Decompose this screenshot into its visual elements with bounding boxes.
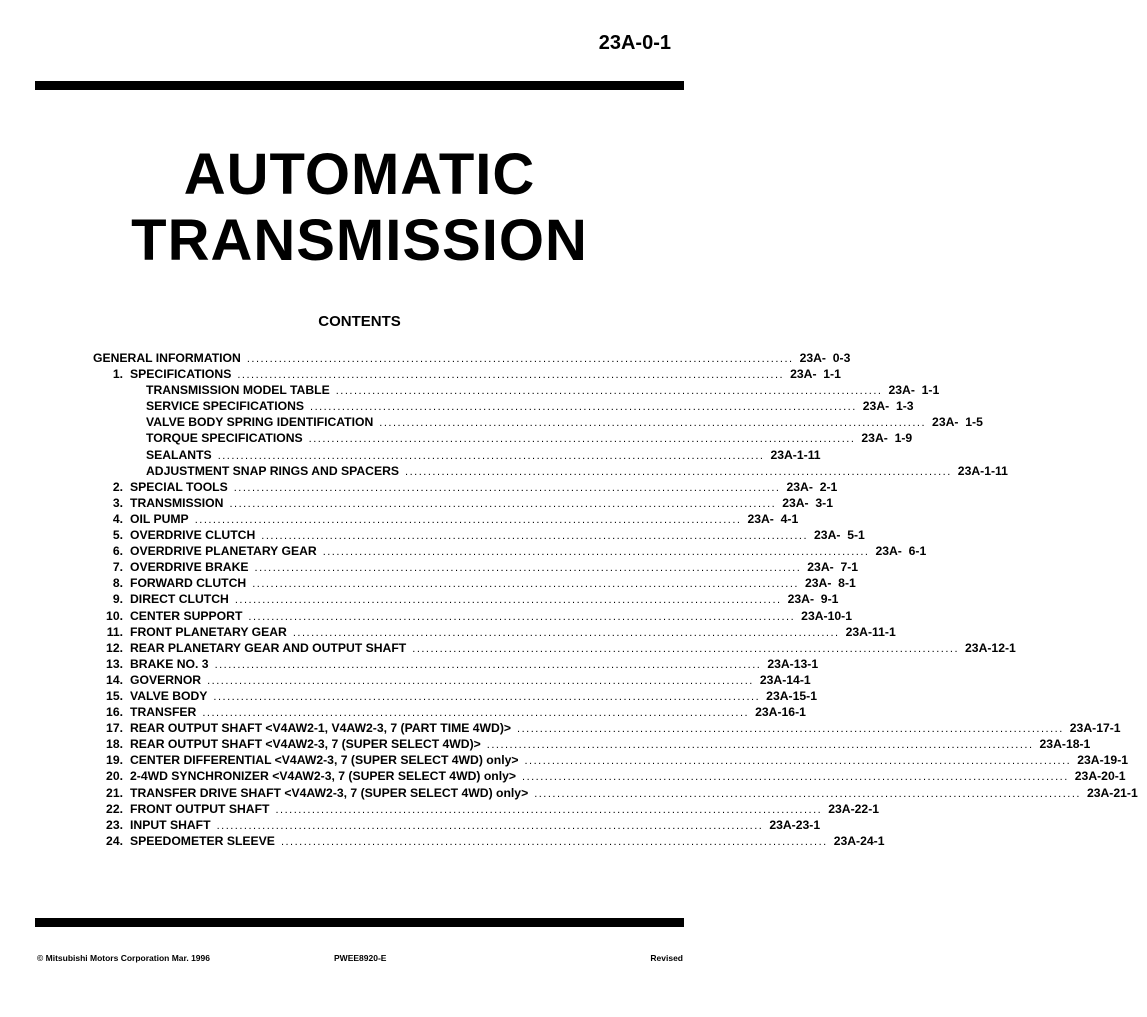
toc-entry-page: 23A-21-1 <box>1086 785 1138 800</box>
toc-entry-label: DIRECT CLUTCH <box>130 592 229 607</box>
toc-entry-page: 23A- 1-3 <box>862 399 914 414</box>
toc-entry-number: 20. <box>106 769 123 784</box>
toc-entry-number: 6. <box>112 544 123 559</box>
toc-entry-number: 15. <box>106 688 123 703</box>
toc-entry-page: 23A-12-1 <box>965 640 1016 655</box>
toc-entry-number: 9. <box>112 592 123 607</box>
toc-entry-number: 10. <box>106 608 123 623</box>
toc-entry[interactable] <box>93 495 834 512</box>
toc-entry[interactable] <box>93 560 859 576</box>
toc-entry-label: GOVERNOR <box>130 672 202 687</box>
toc-entry[interactable] <box>93 817 821 834</box>
toc-leader-dots: ........................................................................................................................ <box>217 449 765 462</box>
toc-entry-number: 16. <box>106 705 123 720</box>
toc-entry[interactable] <box>93 528 865 544</box>
toc-entry[interactable] <box>93 624 896 641</box>
toc-leader-dots: ........................................................................................................................ <box>379 417 927 430</box>
toc-entry-number: 19. <box>106 753 123 768</box>
toc-entry-label: SEALANTS <box>146 447 212 462</box>
page-number: 23A-0-1 <box>598 32 671 54</box>
toc-leader-dots: ........................................................................................................................ <box>194 513 742 526</box>
toc-entry-label: FRONT OUTPUT SHAFT <box>130 801 270 816</box>
toc-entry-page: 23A-10-1 <box>801 608 852 623</box>
title-line-1: AUTOMATIC <box>183 142 536 207</box>
toc-leader-dots: ........................................................................................................................ <box>412 642 960 655</box>
toc-entry[interactable] <box>93 785 1138 802</box>
toc-entry-page: 23A-22-1 <box>828 801 880 816</box>
toc-leader-dots: ........................................................................................................................ <box>405 465 952 478</box>
toc-entry[interactable] <box>93 640 1016 657</box>
toc-entry[interactable] <box>93 608 852 625</box>
toc-entry-number: 18. <box>106 737 123 752</box>
toc-entry-label: TRANSFER DRIVE SHAFT <V4AW2-3, 7 (SUPER SELECT 4WD) only> <box>130 785 529 800</box>
toc-entry-number: 11. <box>106 624 123 639</box>
toc-entry-label: OIL PUMP <box>130 511 189 526</box>
toc-entry-page: 23A-15-1 <box>766 688 817 703</box>
toc-entry-label: SERVICE SPECIFICATIONS <box>146 399 305 414</box>
toc-entry-label: BRAKE NO. 3 <box>130 656 209 671</box>
toc-entry-page: 23A- 4-1 <box>747 511 799 526</box>
toc-entry[interactable] <box>93 415 983 431</box>
toc-entry-page: 23A-1-11 <box>770 447 821 462</box>
toc-entry-number: 21. <box>106 785 123 800</box>
toc-leader-dots: ........................................................................................................................ <box>213 690 761 703</box>
toc-entry-label: INPUT SHAFT <box>130 817 211 832</box>
toc-entry-page: 23A-11-1 <box>845 624 896 639</box>
bottom-rule <box>35 918 684 927</box>
toc-entry-page: 23A-24-1 <box>833 833 885 848</box>
toc-entry-page: 23A-14-1 <box>759 672 811 687</box>
toc-leader-dots: ........................................................................................................................ <box>216 819 764 832</box>
toc-entry-label: FORWARD CLUTCH <box>130 576 247 591</box>
toc-entry-number: 13. <box>106 656 123 671</box>
toc-entry-label: TRANSMISSION MODEL TABLE <box>146 383 330 398</box>
toc-entry-number: 5. <box>112 528 123 543</box>
toc-leader-dots: ........................................................................................................................ <box>280 835 828 848</box>
toc-entry-label: OVERDRIVE BRAKE <box>130 560 249 575</box>
toc-entry-label: SPECIFICATIONS <box>130 367 232 382</box>
toc-entry-number: 12. <box>106 640 123 655</box>
toc-entry[interactable] <box>93 688 817 705</box>
toc-entry[interactable] <box>93 769 1126 785</box>
toc-entry[interactable] <box>93 672 811 689</box>
toc-entry-label: REAR OUTPUT SHAFT <V4AW2-3, 7 (SUPER SELECT 4WD)> <box>130 737 481 752</box>
toc-entry-number: 22. <box>106 801 123 816</box>
toc-entry-page: 23A- 8-1 <box>804 576 856 591</box>
toc-entry-label: TRANSFER <box>130 705 197 720</box>
footer-copyright: © Mitsubishi Motors Corporation Mar. 1996 <box>37 953 210 963</box>
toc-entry-number: 24. <box>106 833 123 848</box>
toc-entry[interactable] <box>93 801 880 818</box>
toc-entry[interactable] <box>93 367 841 383</box>
toc-entry[interactable] <box>93 753 1129 769</box>
toc-leader-dots: ........................................................................................................................ <box>322 546 870 559</box>
toc-leader-dots: ........................................................................................................................ <box>275 803 823 816</box>
toc-entry-number: 2. <box>112 479 123 494</box>
table-of-contents <box>93 351 1138 850</box>
toc-leader-dots: ........................................................................................................................ <box>486 739 1034 752</box>
toc-leader-dots: ........................................................................................................................ <box>524 755 1072 768</box>
toc-entry[interactable] <box>93 576 856 592</box>
toc-entry-page: 23A-20-1 <box>1074 769 1126 784</box>
toc-entry[interactable] <box>93 656 819 673</box>
toc-leader-dots: ........................................................................................................................ <box>214 658 762 671</box>
toc-entry[interactable] <box>93 544 927 560</box>
footer-doc-code: PWEE8920-E <box>334 953 387 963</box>
toc-entry-page: 23A- 1-5 <box>932 415 983 430</box>
toc-entry[interactable] <box>93 431 913 447</box>
toc-entry-label: OVERDRIVE CLUTCH <box>130 528 256 543</box>
toc-entry-number: 4. <box>112 511 123 526</box>
toc-entry-page: 23A-18-1 <box>1039 737 1091 752</box>
toc-entry-label: FRONT PLANETARY GEAR <box>130 624 287 639</box>
toc-entry-label: VALVE BODY SPRING IDENTIFICATION <box>146 415 374 430</box>
toc-leader-dots: ........................................................................................................................ <box>234 594 782 607</box>
toc-entry-label: CENTER SUPPORT <box>130 608 243 623</box>
toc-entry-page: 23A- 6-1 <box>875 544 927 559</box>
toc-entry-page: 23A- 1-9 <box>861 431 913 446</box>
toc-entry-label: REAR PLANETARY GEAR AND OUTPUT SHAFT <box>130 640 407 655</box>
toc-entry-number: 23. <box>106 817 123 832</box>
toc-entry-number: 1. <box>112 367 123 382</box>
toc-leader-dots: ........................................................................................................................ <box>237 369 785 382</box>
toc-leader-dots: ........................................................................................................................ <box>248 610 796 623</box>
contents-heading: CONTENTS <box>318 313 401 330</box>
toc-entry-label: ADJUSTMENT SNAP RINGS AND SPACERS <box>146 463 400 478</box>
title-line-2: TRANSMISSION <box>131 208 588 273</box>
toc-leader-dots: ........................................................................................................................ <box>534 787 1081 800</box>
toc-entry-page: 23A- 3-1 <box>782 495 834 510</box>
toc-entry[interactable] <box>93 351 851 367</box>
toc-entry-number: 7. <box>112 560 123 575</box>
toc-leader-dots: ........................................................................................................................ <box>261 530 809 543</box>
toc-leader-dots: ........................................................................................................................ <box>310 401 857 414</box>
toc-entry-label: VALVE BODY <box>130 688 208 703</box>
toc-entry-page: 23A-1-11 <box>957 463 1008 478</box>
toc-entry[interactable] <box>93 447 821 464</box>
toc-entry[interactable] <box>93 592 839 608</box>
toc-entry-label: CENTER DIFFERENTIAL <V4AW2-3, 7 (SUPER SELECT 4WD) only> <box>130 753 519 768</box>
toc-leader-dots: ........................................................................................................................ <box>202 707 750 720</box>
toc-entry-label: SPEEDOMETER SLEEVE <box>130 833 275 848</box>
toc-entry-label: TRANSMISSION <box>130 495 224 510</box>
toc-leader-dots: ........................................................................................................................ <box>252 578 799 591</box>
toc-entry-label: REAR OUTPUT SHAFT <V4AW2-1, V4AW2-3, 7 (PART TIME 4WD)> <box>130 721 512 736</box>
toc-entry-label: TORQUE SPECIFICATIONS <box>146 431 303 446</box>
toc-entry-label: 2-4WD SYNCHRONIZER <V4AW2-3, 7 (SUPER SELECT 4WD) only> <box>130 769 517 784</box>
toc-entry-page: 23A-13-1 <box>767 656 819 671</box>
toc-entry-page: 23A- 1-1 <box>888 383 940 398</box>
toc-entry-page: 23A-19-1 <box>1077 753 1129 768</box>
toc-leader-dots: ........................................................................................................................ <box>517 723 1064 736</box>
toc-entry-page: 23A-16-1 <box>755 705 806 720</box>
toc-leader-dots: ........................................................................................................................ <box>233 481 781 494</box>
top-rule <box>35 81 684 90</box>
toc-entry[interactable] <box>93 721 1121 737</box>
toc-leader-dots: ........................................................................................................................ <box>308 433 856 446</box>
toc-entry-label: SPECIAL TOOLS <box>130 479 228 494</box>
toc-leader-dots: ........................................................................................................................ <box>335 385 883 398</box>
toc-entry[interactable] <box>93 399 914 415</box>
toc-entry-page: 23A-17-1 <box>1069 721 1121 736</box>
toc-entry-page: 23A- 5-1 <box>814 528 865 543</box>
toc-entry-page: 23A- 2-1 <box>786 479 838 494</box>
toc-entry[interactable] <box>93 737 1091 753</box>
footer-status: Revised <box>650 953 683 963</box>
toc-entry-page: 23A- 9-1 <box>787 592 839 607</box>
toc-entry[interactable] <box>93 463 1008 480</box>
toc-entry-number: 3. <box>112 495 123 510</box>
toc-leader-dots: ........................................................................................................................ <box>207 674 754 687</box>
toc-entry[interactable] <box>93 383 940 399</box>
toc-entry[interactable] <box>93 511 799 528</box>
toc-entry-page: 23A- 7-1 <box>807 560 859 575</box>
toc-entry[interactable] <box>93 705 806 721</box>
toc-entry[interactable] <box>93 833 885 850</box>
toc-leader-dots: ........................................................................................................................ <box>522 771 1069 784</box>
toc-entry[interactable] <box>93 479 838 496</box>
toc-leader-dots: ........................................................................................................................ <box>254 562 802 575</box>
toc-leader-dots: ........................................................................................................................ <box>229 497 777 510</box>
toc-entry-page: 23A- 1-1 <box>790 367 841 382</box>
toc-entry-page: 23A- 0-3 <box>799 351 851 365</box>
toc-entry-number: 14. <box>106 672 123 687</box>
toc-entry-page: 23A-23-1 <box>769 817 821 832</box>
toc-entry-number: 17. <box>106 721 123 736</box>
toc-entry-number: 8. <box>112 576 123 591</box>
toc-leader-dots: ........................................................................................................................ <box>246 353 794 365</box>
toc-entry-label: GENERAL INFORMATION <box>93 351 241 365</box>
toc-entry-label: OVERDRIVE PLANETARY GEAR <box>130 544 317 559</box>
toc-leader-dots: ........................................................................................................................ <box>292 626 840 639</box>
